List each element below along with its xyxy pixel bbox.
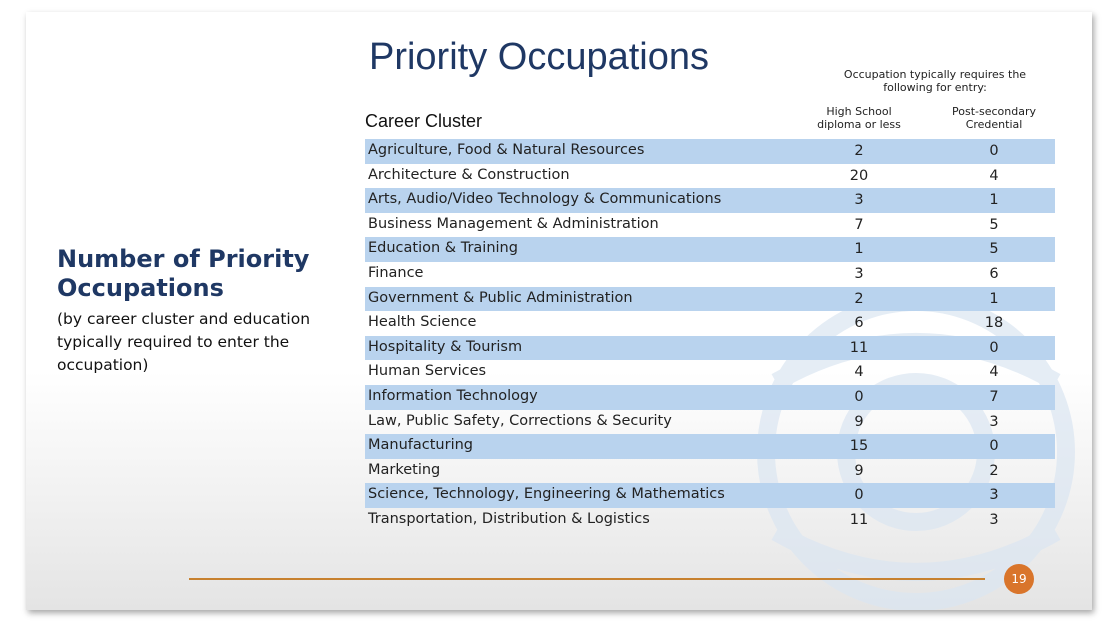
- post-secondary-count-cell: 3: [989, 511, 999, 528]
- table-row: [365, 459, 1055, 484]
- high-school-count-cell: 2: [854, 143, 864, 159]
- high-school-count-cell: 1: [854, 241, 864, 258]
- cluster-cell: Science, Technology, Engineering & Mathematics: [368, 486, 725, 503]
- career-cluster-column-header: Career Cluster: [365, 111, 483, 131]
- post-secondary-count-cell: 0: [989, 339, 999, 356]
- table-row: [365, 262, 1055, 287]
- high-school-count-cell: 9: [854, 413, 864, 430]
- cluster-cell: Information Technology: [368, 387, 538, 404]
- high-school-column-header: High School diploma or less: [817, 105, 901, 131]
- cluster-cell: Finance: [368, 264, 424, 281]
- table-row: [365, 483, 1055, 508]
- cluster-cell: Marketing: [368, 461, 441, 478]
- high-school-count-cell: 3: [854, 265, 864, 282]
- post-secondary-count-cell: 4: [989, 167, 999, 184]
- cluster-cell: Manufacturing: [368, 437, 473, 454]
- table-row: [365, 188, 1055, 213]
- post-secondary-count-cell: 3: [989, 487, 999, 504]
- cluster-cell: Law, Public Safety, Corrections & Security: [368, 412, 672, 429]
- slide: [26, 12, 1092, 610]
- high-school-count-cell: 2: [854, 290, 864, 307]
- post-secondary-count-cell: 5: [989, 241, 999, 258]
- cluster-cell: Education & Training: [368, 240, 518, 257]
- high-school-count-cell: 15: [849, 438, 869, 455]
- post-secondary-count-cell: 7: [989, 388, 999, 405]
- cluster-cell: Transportation, Distribution & Logistics: [368, 510, 650, 527]
- footer-divider: [189, 578, 985, 580]
- table-row: [365, 336, 1055, 361]
- cluster-cell: Arts, Audio/Video Technology & Communications: [368, 191, 722, 208]
- page-number-badge: 19: [1004, 564, 1034, 594]
- cluster-cell: Hospitality & Tourism: [368, 338, 523, 355]
- high-school-count-cell: 0: [854, 487, 864, 504]
- cluster-cell: Business Management & Administration: [368, 215, 659, 232]
- post-secondary-count-cell: 3: [989, 413, 999, 430]
- table-row: [365, 410, 1055, 435]
- side-note: (by career cluster and education typically required to enter the occupation): [57, 310, 311, 374]
- high-school-count-cell: 20: [849, 167, 869, 184]
- post-secondary-column-header: Post-secondary Credential: [952, 105, 1036, 131]
- side-heading: Number of Priority Occupations: [57, 245, 310, 302]
- post-secondary-count-cell: 0: [989, 438, 999, 455]
- cluster-cell: Architecture & Construction: [368, 166, 570, 183]
- table-row: [365, 385, 1055, 410]
- high-school-count-cell: 0: [854, 388, 864, 405]
- table-row: [365, 360, 1055, 385]
- entry-requirement-note: Occupation typically requires the following for entry:: [843, 68, 1027, 94]
- high-school-count-cell: 7: [854, 216, 864, 233]
- high-school-count-cell: 6: [854, 315, 864, 332]
- post-secondary-count-cell: 1: [989, 290, 999, 307]
- table-row: [365, 237, 1055, 262]
- high-school-count-cell: 11: [849, 511, 869, 528]
- post-secondary-count-cell: 2: [989, 462, 999, 479]
- post-secondary-count-cell: 0: [989, 143, 999, 159]
- table-row: [365, 139, 1055, 164]
- cluster-cell: Health Science: [368, 314, 477, 331]
- high-school-count-cell: 9: [854, 462, 864, 479]
- priority-occupations-table: [365, 139, 1055, 533]
- cluster-cell: Government & Public Administration: [368, 289, 633, 306]
- post-secondary-count-cell: 5: [989, 216, 999, 233]
- post-secondary-count-cell: 18: [984, 315, 1004, 332]
- slide-title: Priority Occupations: [368, 36, 709, 78]
- cluster-cell: Human Services: [368, 363, 487, 380]
- post-secondary-count-cell: 1: [989, 192, 999, 209]
- cluster-cell: Agriculture, Food & Natural Resources: [368, 142, 645, 158]
- post-secondary-count-cell: 4: [989, 364, 999, 381]
- table-row: [365, 213, 1055, 238]
- table-row: [365, 508, 1055, 533]
- table-row: [365, 164, 1055, 189]
- table-row: [365, 287, 1055, 312]
- high-school-count-cell: 4: [854, 364, 864, 381]
- high-school-count-cell: 11: [849, 339, 869, 356]
- high-school-count-cell: 3: [854, 192, 864, 209]
- table-row: [365, 311, 1055, 336]
- table-row: [365, 434, 1055, 459]
- post-secondary-count-cell: 6: [989, 265, 999, 282]
